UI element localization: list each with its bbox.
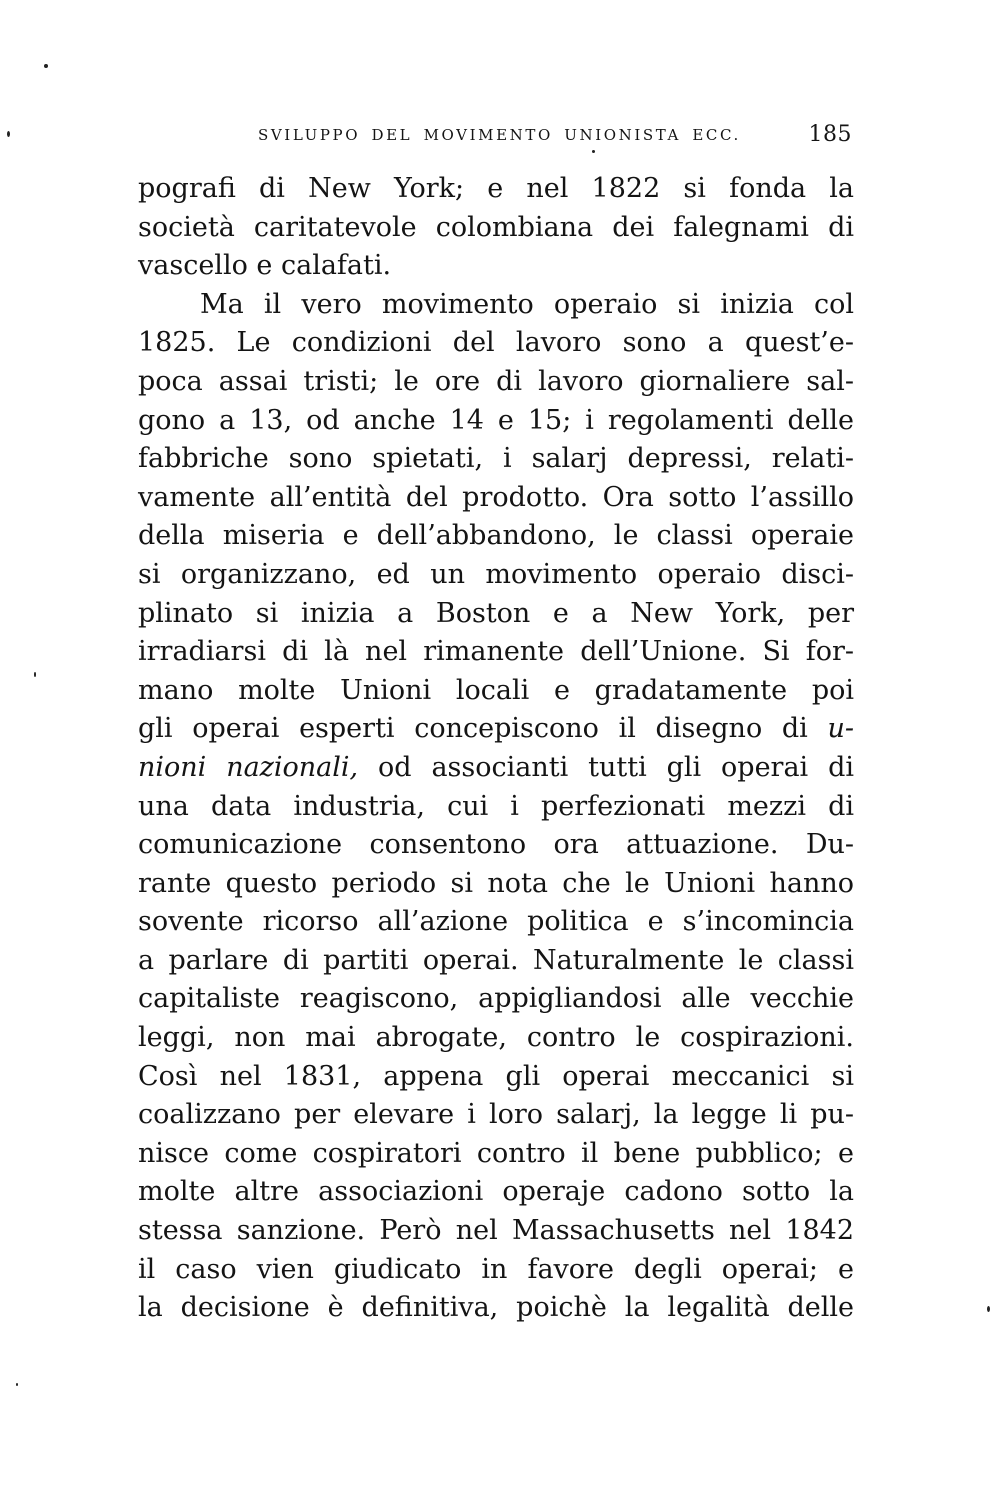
text-line: sovente ricorso all’azione politica e s’incomincia: [138, 906, 854, 938]
italic-term: nioni nazionali,: [138, 751, 359, 783]
text-line: molte altre associazioni operaje cadono sotto la: [138, 1176, 854, 1208]
text-line: comunicazione consentono ora attuazione. Du-: [138, 829, 854, 861]
scan-speck: [7, 131, 10, 137]
text-line: coalizzano per elevare i loro salarj, la legge li pu-: [138, 1099, 854, 1131]
text-line: stessa sanzione. Però nel Massachusetts nel 1842: [138, 1215, 854, 1247]
text-line: leggi, non mai abrogate, contro le cospirazioni.: [138, 1022, 854, 1054]
text-line: rante questo periodo si nota che le Unioni hanno: [138, 867, 854, 899]
text-line: una data industria, cui i perfezionati mezzi di: [138, 790, 854, 822]
text-line: il caso vien giudicato in favore degli operai; e: [138, 1253, 854, 1285]
text-line-mixed: gli operai esperti concepiscono il disegno di u-: [138, 713, 854, 745]
text-line: vascello e calafati.: [138, 250, 392, 282]
text-line: fabbriche sono spietati, i salarj depressi, relati-: [138, 443, 854, 475]
paragraph-first-line: Ma il vero movimento operaio si inizia col: [200, 288, 854, 320]
text-line: plinato si inizia a Boston e a New York, per: [138, 597, 854, 629]
scan-speck: [34, 672, 36, 677]
page-header: [258, 122, 852, 150]
running-title: SVILUPPO DEL MOVIMENTO UNIONISTA ECC.: [258, 126, 741, 144]
text-line: la decisione è definitiva, poichè la legalità delle: [138, 1292, 854, 1324]
scan-speck: [592, 150, 595, 153]
text-line: 1825. Le condizioni del lavoro sono a quest’e-: [138, 327, 854, 359]
text-line: vamente all’entità del prodotto. Ora sotto l’assillo: [138, 481, 854, 513]
text-line: irradiarsi di là nel rimanente dell’Unione. Si for-: [138, 636, 854, 668]
scan-speck: [16, 1383, 18, 1386]
page-number: 185: [808, 122, 852, 147]
text-line: mano molte Unioni locali e gradatamente poi: [138, 674, 854, 706]
scan-speck: [44, 64, 48, 68]
text-line: pografi di New York; e nel 1822 si fonda la: [138, 173, 854, 204]
text-line: capitaliste reagiscono, appigliandosi alle vecchie: [138, 983, 854, 1015]
text-line: gono a 13, od anche 14 e 15; i regolamenti delle: [138, 404, 854, 436]
text-line: nisce come cospiratori contro il bene pubblico; e: [138, 1137, 854, 1169]
scan-speck: [987, 1306, 990, 1312]
text-line: Così nel 1831, appena gli operai meccanici si: [138, 1060, 854, 1092]
text-line-mixed: nioni nazionali, od associanti tutti gli operai di: [138, 751, 854, 783]
body-text: [138, 170, 854, 1328]
italic-term: u-: [827, 713, 854, 745]
text-line: società caritatevole colombiana dei falegnami di: [138, 211, 854, 243]
text-line: della miseria e dell’abbandono, le classi operaie: [138, 520, 854, 552]
text-line: a parlare di partiti operai. Naturalmente le classi: [138, 944, 854, 976]
text-line: si organizzano, ed un movimento operaio disci-: [138, 558, 854, 590]
text-line: poca assai tristi; le ore di lavoro giornaliere sal-: [138, 365, 854, 397]
